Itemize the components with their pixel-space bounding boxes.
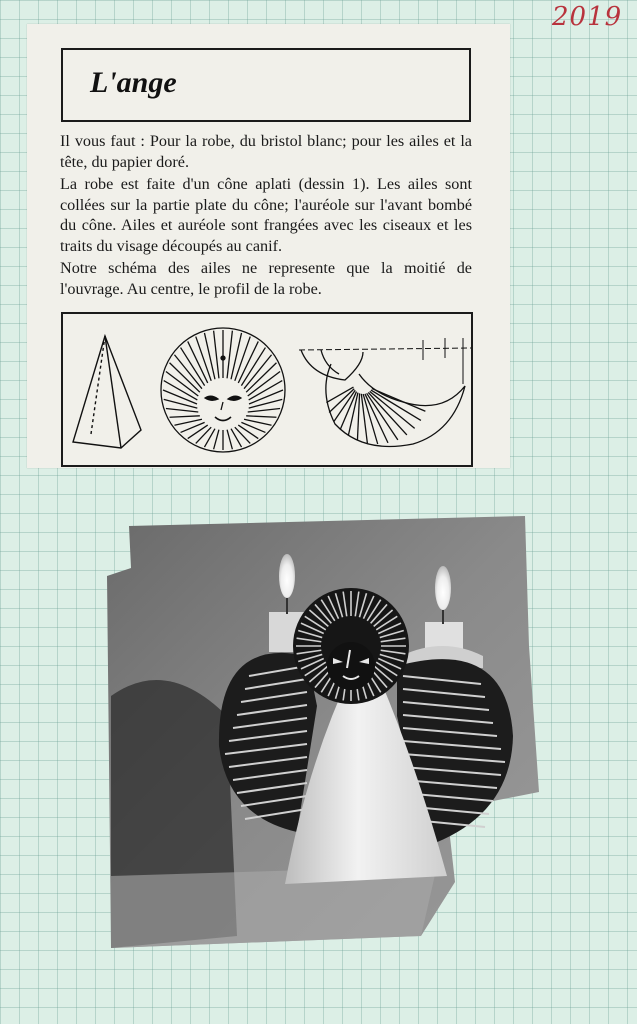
- angel-photo-drawing: [107, 516, 543, 950]
- article-title: L'ange: [90, 66, 177, 99]
- diagram-drawing: [63, 314, 475, 469]
- wing-figure: [299, 338, 471, 447]
- paragraph-materials: Il vous faut : Pour la robe, du bristol blanc; pour les ailes et la tête, du papier doré.: [60, 132, 472, 171]
- paragraph-instructions: La robe est faite d'un cône aplati (dessin 1). Les ailes sont collées sur la partie plate du cône; l'auréole sur l'avant bombé du cône. Ailes et auréole sont frangées avec les ciseaux et les traits du visage découpés au canif.: [60, 175, 472, 255]
- title-box: [61, 48, 471, 122]
- paragraph-schema-note: Notre schéma des ailes ne represente que la moitié de l'ouvrage. Au centre, le profil de la robe.: [60, 259, 472, 298]
- halo-face-figure: [161, 328, 285, 452]
- article-clipping: [27, 24, 510, 468]
- cone-figure: [73, 336, 141, 448]
- article-body: [60, 131, 472, 301]
- diagram-box: [61, 312, 473, 467]
- angel-photo: [107, 516, 543, 950]
- page-number: 2019: [552, 2, 623, 32]
- angel-halo: [293, 588, 409, 704]
